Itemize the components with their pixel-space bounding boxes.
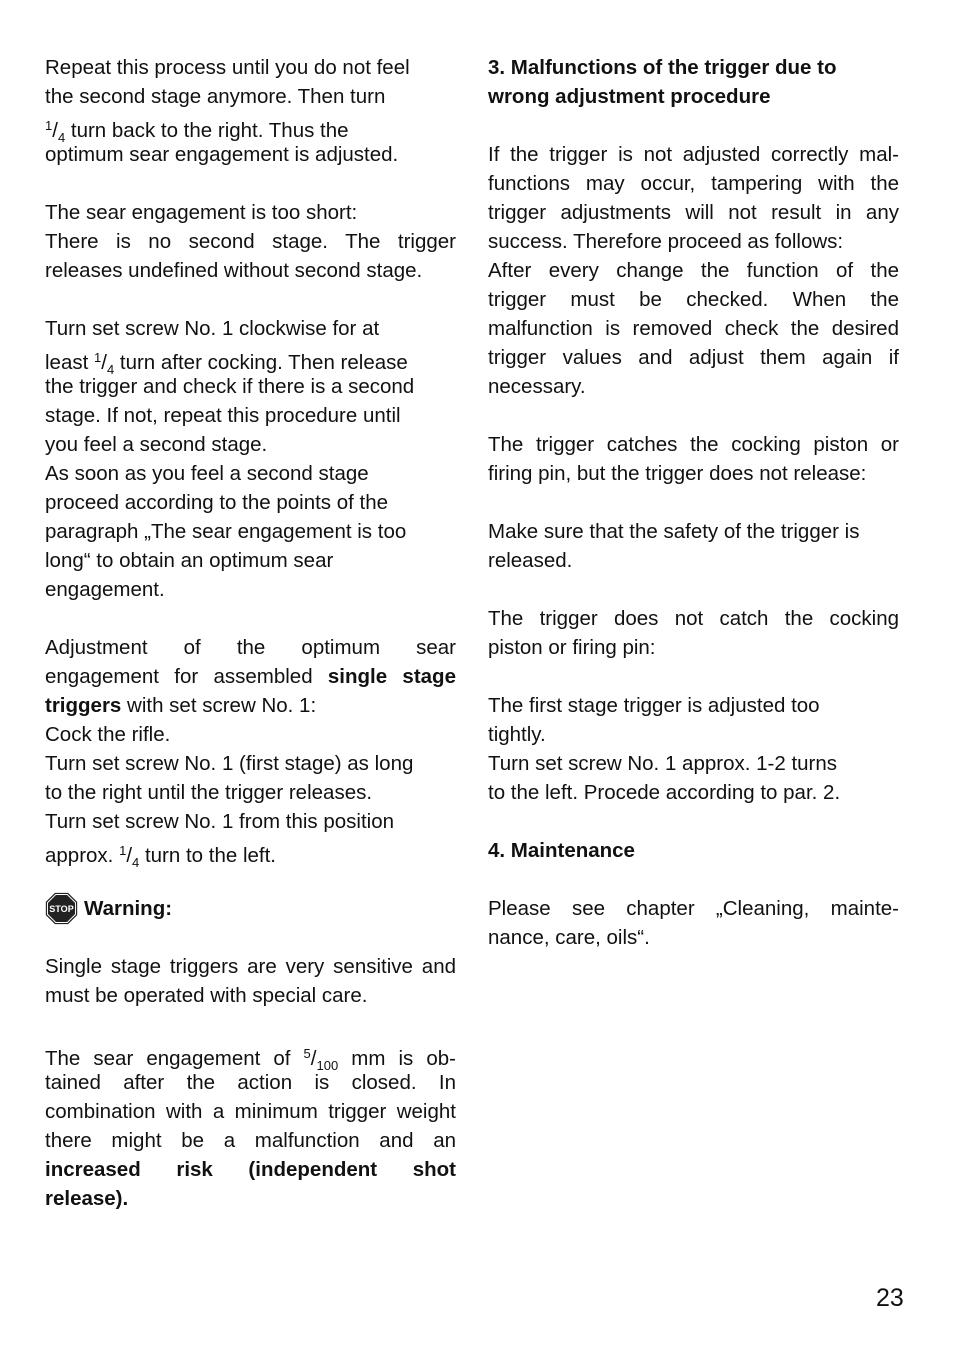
fraction-denominator: 4 bbox=[132, 855, 140, 870]
paragraph bbox=[488, 894, 899, 952]
text-line bbox=[488, 198, 899, 227]
list-item bbox=[45, 807, 456, 870]
list-item bbox=[45, 459, 456, 604]
text-line bbox=[45, 749, 456, 778]
text-segment: If the trigger is not adjusted correctly mal- bbox=[488, 143, 899, 166]
text-line bbox=[45, 372, 456, 401]
bullet-list bbox=[488, 517, 899, 575]
text-segment: functions may occur, tampering with the bbox=[488, 172, 899, 195]
text-segment: Cock the rifle. bbox=[45, 723, 171, 746]
text-line bbox=[488, 604, 899, 633]
text-line bbox=[488, 314, 899, 343]
fraction-numerator: 5 bbox=[303, 1046, 311, 1061]
text-line bbox=[488, 691, 899, 720]
text-line bbox=[45, 256, 456, 285]
text-segment: trigger values and adjust them again if bbox=[488, 346, 899, 369]
text-segment: Repeat this process until you do not feel bbox=[45, 56, 410, 79]
text-segment: / bbox=[101, 351, 107, 374]
text-segment: Turn set screw No. 1 clockwise for at bbox=[45, 317, 380, 340]
text-line bbox=[488, 140, 899, 169]
text-segment: the second stage anymore. Then turn bbox=[45, 85, 386, 108]
text-line bbox=[45, 488, 456, 517]
text-segment: 4. Maintenance bbox=[488, 839, 635, 862]
text-line bbox=[45, 575, 456, 604]
text-line bbox=[488, 923, 899, 952]
text-segment: paragraph „The sear engagement is too bbox=[45, 520, 407, 543]
text-line bbox=[488, 633, 899, 662]
text-segment: mm is ob- bbox=[338, 1047, 456, 1070]
text-line bbox=[45, 778, 456, 807]
text-segment: to the left. Procede according to par. 2. bbox=[488, 781, 841, 804]
stop-sign-icon bbox=[45, 892, 78, 925]
text-segment: Please see chapter „Cleaning, mainte- bbox=[488, 897, 899, 920]
text-segment: tightly. bbox=[488, 723, 546, 746]
paragraph bbox=[488, 604, 899, 662]
text-segment: the trigger and check if there is a second bbox=[45, 375, 415, 398]
text-line bbox=[45, 430, 456, 459]
text-line bbox=[45, 53, 456, 82]
text-segment: must be operated with special care. bbox=[45, 984, 368, 1007]
list-item bbox=[45, 720, 456, 749]
text-line bbox=[45, 836, 456, 870]
text-segment: piston or firing pin: bbox=[488, 636, 656, 659]
text-line bbox=[488, 343, 899, 372]
text-line bbox=[45, 1184, 456, 1213]
page-number: 23 bbox=[876, 1284, 904, 1312]
bullet-list bbox=[45, 720, 456, 870]
text-line bbox=[488, 169, 899, 198]
text-line bbox=[488, 546, 899, 575]
text-segment: release). bbox=[45, 1187, 129, 1210]
text-segment: to the right until the trigger releases. bbox=[45, 781, 373, 804]
text-segment: increased risk (independent shot bbox=[45, 1158, 456, 1181]
warning-row bbox=[45, 894, 456, 923]
text-segment: you feel a second stage. bbox=[45, 433, 268, 456]
text-line bbox=[45, 82, 456, 111]
text-line bbox=[45, 952, 456, 981]
text-segment: The trigger catches the cocking piston or bbox=[488, 433, 899, 456]
text-segment: Adjustment of the optimum sear bbox=[45, 636, 456, 659]
text-line bbox=[45, 111, 456, 145]
text-segment: As soon as you feel a second stage bbox=[45, 462, 369, 485]
fraction-denominator: 4 bbox=[57, 130, 66, 145]
text-segment: / bbox=[52, 119, 58, 142]
bullet-list bbox=[45, 53, 456, 169]
text-segment: Turn set screw No. 1 from this position bbox=[45, 810, 395, 833]
text-line bbox=[488, 285, 899, 314]
list-item bbox=[488, 517, 899, 575]
text-line bbox=[45, 546, 456, 575]
text-segment: there might be a malfunction and an bbox=[45, 1129, 456, 1152]
paragraph bbox=[488, 256, 899, 401]
text-segment: released. bbox=[488, 549, 573, 572]
text-segment: releases undefined without second stage. bbox=[45, 259, 423, 282]
text-line bbox=[488, 372, 899, 401]
text-line bbox=[45, 1068, 456, 1097]
text-segment: wrong adjustment procedure bbox=[488, 85, 771, 108]
text-segment: single stage bbox=[327, 665, 456, 688]
text-segment: The sear engagement is too short: bbox=[45, 201, 358, 224]
text-segment: engagement. bbox=[45, 578, 165, 601]
fraction-numerator: 1 bbox=[119, 843, 127, 858]
text-segment: nance, care, oils“. bbox=[488, 926, 650, 949]
text-segment: trigger adjustments will not result in any bbox=[488, 201, 899, 224]
list-item bbox=[488, 691, 899, 749]
text-segment: approx. bbox=[45, 844, 120, 867]
warning-label: Warning: bbox=[84, 896, 173, 920]
text-line bbox=[45, 633, 456, 662]
text-line bbox=[488, 720, 899, 749]
list-item bbox=[45, 53, 456, 169]
warning-heading bbox=[45, 894, 456, 923]
text-line bbox=[45, 1097, 456, 1126]
section-heading bbox=[488, 53, 899, 111]
text-segment: Single stage triggers are very sensitive and bbox=[45, 955, 456, 978]
text-line bbox=[488, 749, 899, 778]
text-segment: least bbox=[45, 351, 94, 374]
bullet-list bbox=[488, 691, 899, 807]
text-line bbox=[45, 1126, 456, 1155]
fraction-numerator: 1 bbox=[94, 350, 102, 365]
paragraph bbox=[488, 140, 899, 256]
text-segment: The first stage trigger is adjusted too bbox=[488, 694, 820, 717]
text-line bbox=[488, 82, 899, 111]
text-line bbox=[45, 227, 456, 256]
fraction-denominator: 4 bbox=[106, 362, 115, 377]
section-heading bbox=[488, 836, 899, 865]
text-segment: trigger must be checked. When the bbox=[488, 288, 899, 311]
text-line bbox=[488, 53, 899, 82]
text-segment: tained after the action is closed. In bbox=[45, 1071, 456, 1094]
text-line bbox=[45, 981, 456, 1010]
text-line bbox=[45, 1039, 456, 1073]
text-segment: stage. If not, repeat this procedure until bbox=[45, 404, 401, 427]
paragraph bbox=[45, 227, 456, 285]
svg-text:STOP: STOP bbox=[49, 904, 74, 915]
text-line bbox=[45, 807, 456, 836]
text-segment: turn to the left. bbox=[139, 844, 276, 867]
text-segment: malfunction is removed check the desired bbox=[488, 317, 899, 340]
text-segment: 3. Malfunctions of the trigger due to bbox=[488, 56, 837, 79]
paragraph bbox=[45, 198, 456, 227]
text-segment: Turn set screw No. 1 (first stage) as long bbox=[45, 752, 414, 775]
text-line bbox=[45, 720, 456, 749]
text-segment: After every change the function of the bbox=[488, 259, 899, 282]
list-item bbox=[488, 749, 899, 807]
text-segment: engagement for assembled bbox=[45, 665, 328, 688]
text-segment: proceed according to the points of the bbox=[45, 491, 389, 514]
text-line bbox=[488, 894, 899, 923]
text-line bbox=[45, 401, 456, 430]
text-segment: / bbox=[126, 844, 133, 867]
text-line bbox=[488, 517, 899, 546]
text-segment: / bbox=[310, 1047, 317, 1070]
text-line bbox=[45, 198, 456, 227]
text-line bbox=[45, 662, 456, 691]
text-segment: with set screw No. 1: bbox=[121, 694, 317, 717]
text-segment: combination with a minimum trigger weight bbox=[45, 1100, 456, 1123]
text-line bbox=[45, 459, 456, 488]
list-item bbox=[45, 749, 456, 807]
paragraph bbox=[45, 952, 456, 1010]
text-line bbox=[45, 314, 456, 343]
paragraph bbox=[45, 633, 456, 720]
bullet-list bbox=[45, 314, 456, 604]
text-segment: The trigger does not catch the cocking bbox=[488, 607, 899, 630]
fraction-numerator: 1 bbox=[45, 118, 53, 133]
text-line bbox=[488, 778, 899, 807]
text-segment: turn after cocking. Then release bbox=[114, 351, 408, 374]
paragraph bbox=[488, 430, 899, 488]
text-segment: optimum sear engagement is adjusted. bbox=[45, 143, 399, 166]
text-segment: triggers bbox=[45, 694, 122, 717]
text-line bbox=[488, 227, 899, 256]
text-segment: Make sure that the safety of the trigger is bbox=[488, 520, 860, 543]
text-segment: firing pin, but the trigger does not release: bbox=[488, 462, 867, 485]
text-line bbox=[45, 343, 456, 377]
list-item bbox=[45, 314, 456, 459]
text-line bbox=[488, 430, 899, 459]
paragraph bbox=[45, 1039, 456, 1213]
text-segment: Turn set screw No. 1 approx. 1-2 turns bbox=[488, 752, 838, 775]
text-segment: turn back to the right. Thus the bbox=[65, 119, 349, 142]
text-line bbox=[45, 517, 456, 546]
text-line bbox=[488, 836, 899, 865]
text-segment: long“ to obtain an optimum sear bbox=[45, 549, 334, 572]
right-column bbox=[488, 53, 899, 952]
left-column bbox=[45, 53, 456, 1213]
text-line bbox=[45, 1155, 456, 1184]
text-segment: There is no second stage. The trigger bbox=[45, 230, 456, 253]
text-line bbox=[488, 256, 899, 285]
text-line bbox=[45, 140, 456, 169]
fraction-denominator: 100 bbox=[316, 1058, 339, 1073]
text-line bbox=[45, 691, 456, 720]
text-segment: necessary. bbox=[488, 375, 586, 398]
text-segment: The sear engagement of bbox=[45, 1047, 304, 1070]
text-segment: success. Therefore proceed as follows: bbox=[488, 230, 844, 253]
text-line bbox=[488, 459, 899, 488]
